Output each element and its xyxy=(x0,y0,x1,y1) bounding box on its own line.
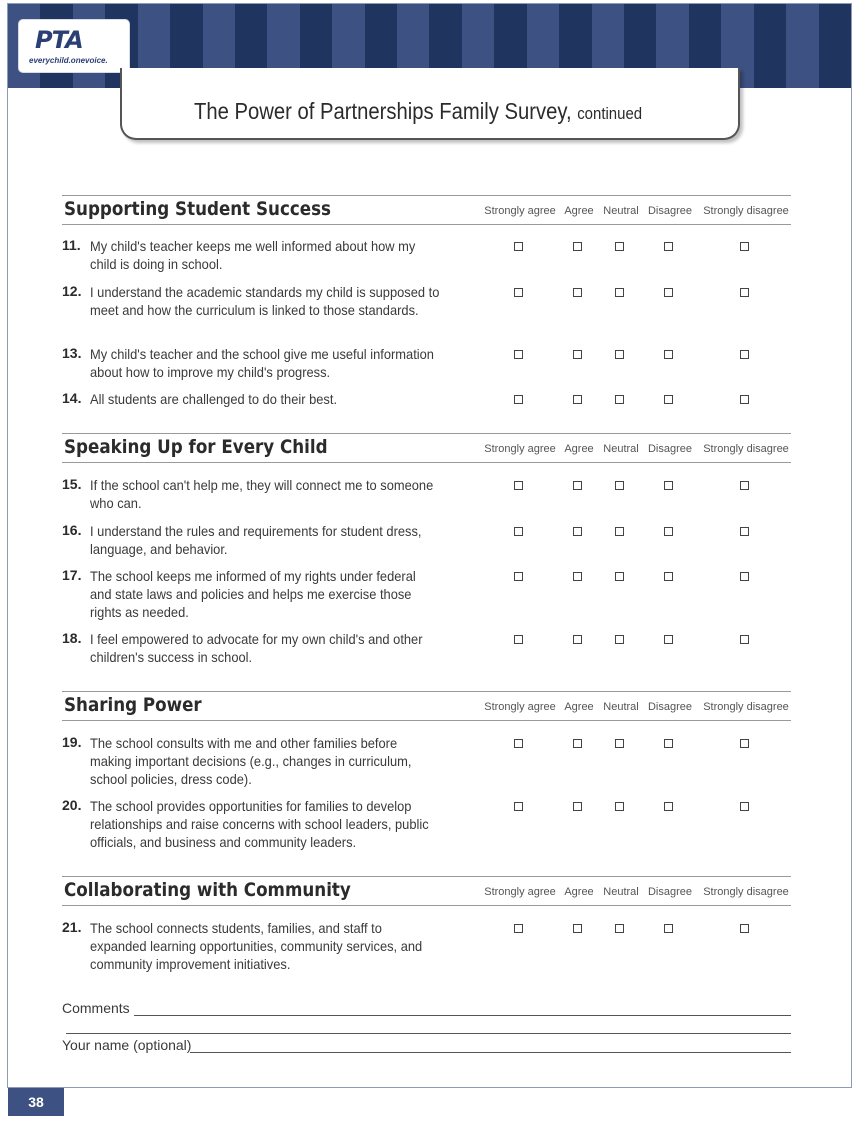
question-text: My child's teacher keeps me well informed about how my child is doing in school. xyxy=(90,238,416,272)
header-stripe xyxy=(786,4,818,88)
question-text: The school provides opportunities for families to develop relationships and raise concerns with school leaders, public officials, and business and community leaders. xyxy=(90,798,429,850)
question-text: The school consults with me and other families before making important decisions (e.g., changes in curriculum, school policies, dress code). xyxy=(90,735,412,787)
response-checkbox[interactable] xyxy=(740,242,749,251)
response-checkbox[interactable] xyxy=(514,288,523,297)
question-number: 12. xyxy=(62,283,82,299)
section-header xyxy=(62,433,791,463)
scale-column-header: Agree xyxy=(564,701,594,713)
question-number: 16. xyxy=(62,522,82,538)
title-box xyxy=(120,68,740,140)
response-checkbox[interactable] xyxy=(514,635,523,644)
section-header xyxy=(62,195,791,225)
question-number: 13. xyxy=(62,345,82,361)
response-checkbox[interactable] xyxy=(573,350,582,359)
scale-column-header: Strongly agree xyxy=(484,701,556,713)
scale-column-header: Disagree xyxy=(647,443,693,455)
scale-column-header: Agree xyxy=(564,205,594,217)
comments-line-2[interactable] xyxy=(66,1033,791,1034)
question-text: The school keeps me informed of my rights under federal and state laws and policies and helps me exercise those rights as needed. xyxy=(90,568,416,620)
section-header xyxy=(62,691,791,721)
scale-column-header: Strongly disagree xyxy=(703,886,789,898)
scale-column-header: Disagree xyxy=(647,701,693,713)
comments-row xyxy=(62,1000,791,1016)
response-checkbox[interactable] xyxy=(615,924,624,933)
response-checkbox[interactable] xyxy=(615,350,624,359)
comments-line[interactable] xyxy=(134,1015,791,1016)
page-title xyxy=(194,98,642,125)
response-checkbox[interactable] xyxy=(573,242,582,251)
scale-column-header: Strongly disagree xyxy=(703,443,789,455)
question-text: If the school can't help me, they will connect me to someone who can. xyxy=(90,477,434,511)
response-checkbox[interactable] xyxy=(514,572,523,581)
question-number: 15. xyxy=(62,476,82,492)
scale-column-header: Strongly agree xyxy=(484,886,556,898)
response-checkbox[interactable] xyxy=(615,395,624,404)
response-checkbox[interactable] xyxy=(664,924,673,933)
response-checkbox[interactable] xyxy=(514,395,523,404)
section-title: Speaking Up for Every Child xyxy=(64,436,328,458)
scale-column-header: Strongly agree xyxy=(484,443,556,455)
question-number: 19. xyxy=(62,734,82,750)
name-line[interactable] xyxy=(190,1052,791,1053)
response-checkbox[interactable] xyxy=(514,481,523,490)
header-stripe xyxy=(819,4,851,88)
survey-section xyxy=(62,691,791,850)
response-checkbox[interactable] xyxy=(664,242,673,251)
pta-logo xyxy=(19,20,129,72)
response-checkbox[interactable] xyxy=(664,572,673,581)
header-stripe xyxy=(754,4,786,88)
question-number: 11. xyxy=(62,237,81,253)
scale-column-header: Disagree xyxy=(647,886,693,898)
response-checkbox[interactable] xyxy=(514,739,523,748)
question-text: I feel empowered to advocate for my own child's and other children's success in school. xyxy=(90,631,423,665)
survey-section xyxy=(62,876,791,972)
name-label: Your name (optional) xyxy=(62,1037,192,1053)
response-checkbox[interactable] xyxy=(514,527,523,536)
question-text: I understand the academic standards my child is supposed to meet and how the curriculum is linked to those standards. xyxy=(90,284,440,318)
response-checkbox[interactable] xyxy=(740,802,749,811)
section-title: Collaborating with Community xyxy=(64,879,351,901)
question-number: 21. xyxy=(62,919,82,935)
response-checkbox[interactable] xyxy=(615,635,624,644)
response-checkbox[interactable] xyxy=(740,481,749,490)
response-checkbox[interactable] xyxy=(615,242,624,251)
scale-column-header: Agree xyxy=(564,443,594,455)
survey-section xyxy=(62,433,791,665)
response-checkbox[interactable] xyxy=(740,350,749,359)
page-number: 38 xyxy=(8,1088,64,1116)
response-checkbox[interactable] xyxy=(664,395,673,404)
scale-column-header: Strongly disagree xyxy=(703,205,789,217)
question-number: 20. xyxy=(62,797,82,813)
response-checkbox[interactable] xyxy=(664,635,673,644)
logo-tagline: everychild.onevoice. xyxy=(29,56,108,65)
response-checkbox[interactable] xyxy=(615,802,624,811)
response-checkbox[interactable] xyxy=(573,527,582,536)
response-checkbox[interactable] xyxy=(615,572,624,581)
question-number: 14. xyxy=(62,390,82,406)
question-text: My child's teacher and the school give me useful information about how to improve my child's progress. xyxy=(90,346,434,380)
scale-column-header: Agree xyxy=(564,886,594,898)
scale-column-header: Neutral xyxy=(603,701,639,713)
response-checkbox[interactable] xyxy=(615,288,624,297)
response-checkbox[interactable] xyxy=(664,527,673,536)
response-checkbox[interactable] xyxy=(514,242,523,251)
response-checkbox[interactable] xyxy=(615,739,624,748)
response-checkbox[interactable] xyxy=(573,739,582,748)
page-title-main: The Power of Partnerships Family Survey, xyxy=(194,98,572,124)
response-checkbox[interactable] xyxy=(514,802,523,811)
response-checkbox[interactable] xyxy=(573,635,582,644)
question-text: The school connects students, families, and staff to expanded learning opportunities, community services, and community improvement initiatives. xyxy=(90,920,423,972)
section-header xyxy=(62,876,791,906)
scale-column-header: Neutral xyxy=(603,886,639,898)
logo-mark: PTA xyxy=(35,26,83,54)
response-checkbox[interactable] xyxy=(664,739,673,748)
scale-column-header: Neutral xyxy=(603,205,639,217)
response-checkbox[interactable] xyxy=(740,924,749,933)
survey-section xyxy=(62,195,791,407)
comments-label: Comments xyxy=(62,1000,130,1016)
response-checkbox[interactable] xyxy=(514,350,523,359)
response-checkbox[interactable] xyxy=(740,739,749,748)
response-checkbox[interactable] xyxy=(514,924,523,933)
response-checkbox[interactable] xyxy=(573,924,582,933)
scale-column-header: Strongly agree xyxy=(484,205,556,217)
response-checkbox[interactable] xyxy=(573,288,582,297)
response-checkbox[interactable] xyxy=(664,288,673,297)
response-checkbox[interactable] xyxy=(573,572,582,581)
section-title: Supporting Student Success xyxy=(64,198,332,220)
question-number: 17. xyxy=(62,567,82,583)
response-checkbox[interactable] xyxy=(615,481,624,490)
page-title-suffix: continued xyxy=(577,104,643,123)
question-number: 18. xyxy=(62,630,82,646)
scale-column-header: Disagree xyxy=(647,205,693,217)
name-row xyxy=(62,1037,791,1053)
response-checkbox[interactable] xyxy=(573,802,582,811)
response-checkbox[interactable] xyxy=(664,350,673,359)
response-checkbox[interactable] xyxy=(615,527,624,536)
response-checkbox[interactable] xyxy=(664,802,673,811)
response-checkbox[interactable] xyxy=(740,527,749,536)
question-text: I understand the rules and requirements for student dress, language, and behavior. xyxy=(90,523,422,557)
section-title: Sharing Power xyxy=(64,694,202,716)
scale-column-header: Neutral xyxy=(603,443,639,455)
scale-column-header: Strongly disagree xyxy=(703,701,789,713)
response-checkbox[interactable] xyxy=(664,481,673,490)
response-checkbox[interactable] xyxy=(740,572,749,581)
question-text: All students are challenged to do their best. xyxy=(90,391,338,407)
response-checkbox[interactable] xyxy=(740,395,749,404)
response-checkbox[interactable] xyxy=(740,288,749,297)
response-checkbox[interactable] xyxy=(573,481,582,490)
response-checkbox[interactable] xyxy=(573,395,582,404)
response-checkbox[interactable] xyxy=(740,635,749,644)
